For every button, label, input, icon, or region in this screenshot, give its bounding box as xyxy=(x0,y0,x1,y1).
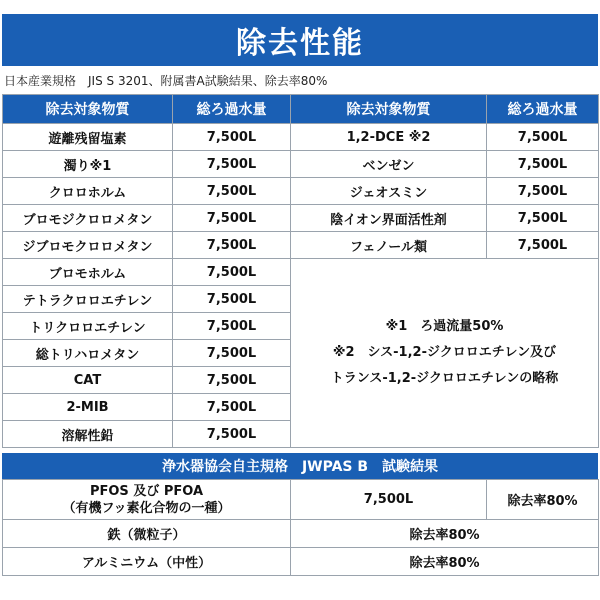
footnote-2-continued: トランス-1,2-ジクロロエチレンの略称 xyxy=(330,371,559,386)
substance-cell: ブロモホルム xyxy=(3,259,173,286)
footnotes xyxy=(291,259,599,448)
table-row xyxy=(3,520,599,548)
table-row xyxy=(3,151,599,178)
rate-cell: 除去率80% xyxy=(291,520,599,548)
substance-cell: 溶解性鉛 xyxy=(3,421,173,448)
footnote-2: ※2 シス-1,2-ジクロロエチレン及び xyxy=(332,345,557,360)
substance-cell: 濁り※1 xyxy=(3,151,173,178)
volume-cell: 7,500L xyxy=(487,178,599,205)
volume-cell: 7,500L xyxy=(173,367,291,394)
pfos-pfoa-note: （有機フッ素化合物の一種） xyxy=(62,500,231,516)
volume-cell: 7,500L xyxy=(487,205,599,232)
table-header-row xyxy=(3,95,599,124)
volume-cell: 7,500L xyxy=(173,205,291,232)
substance-cell: 鉄（微粒子） xyxy=(3,520,291,548)
volume-cell: 7,500L xyxy=(173,394,291,421)
substance-cell: ジェオスミン xyxy=(291,178,487,205)
volume-cell: 7,500L xyxy=(173,124,291,151)
volume-cell: 7,500L xyxy=(487,232,599,259)
substance-cell: ブロモジクロロメタン xyxy=(3,205,173,232)
volume-cell: 7,500L xyxy=(173,421,291,448)
table-row xyxy=(3,548,599,576)
substance-cell: 2-MIB xyxy=(3,394,173,421)
substance-cell: テトラクロロエチレン xyxy=(3,286,173,313)
volume-cell: 7,500L xyxy=(487,151,599,178)
substance-cell: 1,2-DCE ※2 xyxy=(291,124,487,151)
substance-cell: アルミニウム（中性） xyxy=(3,548,291,576)
substance-cell: 総トリハロメタン xyxy=(3,340,173,367)
rate-cell: 除去率80% xyxy=(487,480,599,520)
volume-cell: 7,500L xyxy=(173,232,291,259)
table-row xyxy=(3,259,599,286)
substance-cell: クロロホルム xyxy=(3,178,173,205)
substance-cell: 遊離残留塩素 xyxy=(3,124,173,151)
volume-cell: 7,500L xyxy=(291,480,487,520)
volume-cell: 7,500L xyxy=(487,124,599,151)
volume-cell: 7,500L xyxy=(173,340,291,367)
header-substance-left: 除去対象物質 xyxy=(3,95,173,124)
removal-performance-table xyxy=(2,94,599,448)
volume-cell: 7,500L xyxy=(173,286,291,313)
rate-cell: 除去率80% xyxy=(291,548,599,576)
substance-cell: CAT xyxy=(3,367,173,394)
substance-cell: フェノール類 xyxy=(291,232,487,259)
substance-cell: 陰イオン界面活性剤 xyxy=(291,205,487,232)
volume-cell: 7,500L xyxy=(173,151,291,178)
header-substance-right: 除去対象物質 xyxy=(291,95,487,124)
table-row xyxy=(3,124,599,151)
substance-cell: ベンゼン xyxy=(291,151,487,178)
jwpas-results-table xyxy=(2,479,599,576)
table-row xyxy=(3,178,599,205)
table-row xyxy=(3,205,599,232)
pfos-pfoa-label: PFOS 及び PFOA xyxy=(89,483,204,499)
table-row xyxy=(3,480,599,520)
header-volume-left: 総ろ過水量 xyxy=(173,95,291,124)
volume-cell: 7,500L xyxy=(173,178,291,205)
substance-cell: ジブロモクロロメタン xyxy=(3,232,173,259)
volume-cell: 7,500L xyxy=(173,313,291,340)
jwpas-section-title: 浄水器協会自主規格 JWPAS B 試験結果 xyxy=(2,453,598,479)
header-volume-right: 総ろ過水量 xyxy=(487,95,599,124)
standard-subtitle: 日本産業規格 JIS S 3201、附属書A試験結果、除去率80% xyxy=(4,74,328,88)
footnote-1: ※1 ろ過流量50% xyxy=(385,319,504,334)
substance-cell xyxy=(3,480,291,520)
page-title: 除去性能 xyxy=(2,14,598,66)
volume-cell: 7,500L xyxy=(173,259,291,286)
table-row xyxy=(3,232,599,259)
substance-cell: トリクロロエチレン xyxy=(3,313,173,340)
